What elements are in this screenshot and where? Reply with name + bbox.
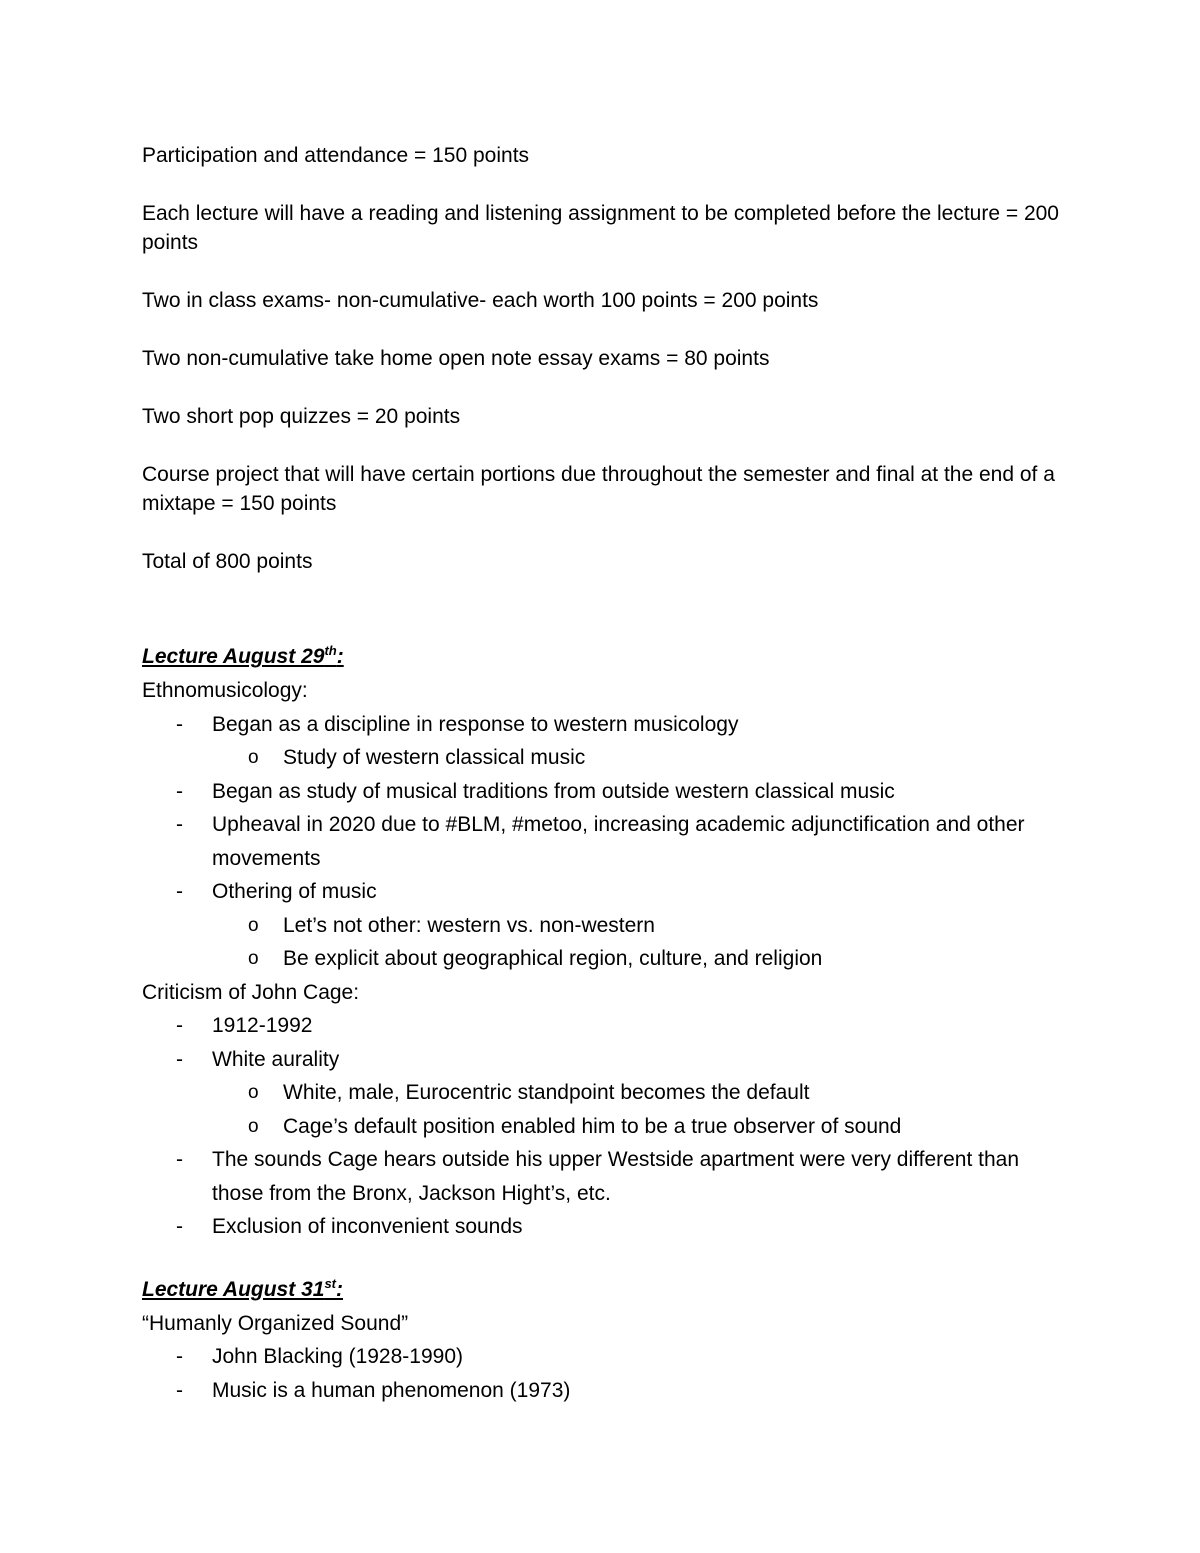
lecture-heading-colon: : [336, 645, 344, 668]
grading-item-course-project: Course project that will have certain portions due throughout the semester and final at the end of a mixtape = 150 points [142, 463, 1055, 515]
dash-bullet-icon: - [176, 1345, 183, 1368]
lecture-heading-superscript: st [324, 1275, 336, 1291]
list-item [142, 1110, 1062, 1144]
list-item-text: Exclusion of inconvenient sounds [212, 1215, 523, 1238]
section-title-ethnomusicology: Ethnomusicology: [142, 679, 308, 702]
lecture-heading-aug-31 [142, 1273, 1062, 1307]
circle-bullet-icon: o [248, 948, 259, 969]
list-item [142, 1076, 1062, 1110]
circle-bullet-icon: o [248, 1115, 259, 1137]
list-item-text: 1912-1992 [212, 1014, 313, 1037]
list-item-text: Study of western classical music [283, 746, 586, 769]
list-item [142, 1009, 1062, 1043]
grading-total: Total of 800 points [142, 550, 313, 573]
list-item-text: Began as a discipline in response to western musicology [212, 712, 739, 736]
list-item [142, 942, 1062, 976]
list-item [142, 1043, 1062, 1077]
list-item-text: Began as study of musical traditions from outside western classical music [212, 779, 895, 803]
dash-bullet-icon: - [176, 1215, 183, 1238]
list-item-text: Upheaval in 2020 due to #BLM, #metoo, increasing academic adjunctification and other movements [212, 813, 1025, 870]
list-item-text: The sounds Cage hears outside his upper Westside apartment were very different than those from the Bronx, Jackson Hight’s, etc. [212, 1148, 1020, 1205]
dash-bullet-icon: - [176, 1378, 183, 1402]
section-title-humanly-organized-sound: “Humanly Organized Sound” [142, 1311, 409, 1335]
list-item-text: John Blacking (1928-1990) [212, 1345, 463, 1368]
lecture-heading-text: Lecture August 31 [142, 1277, 325, 1301]
circle-bullet-icon: o [248, 747, 259, 768]
list-item-text: Let’s not other: western vs. non-western [283, 913, 655, 937]
dash-bullet-icon: - [176, 1047, 183, 1071]
list-item-text: Cage’s default position enabled him to be a true observer of sound [283, 1114, 902, 1138]
lecture-heading-superscript: th [324, 643, 337, 658]
circle-bullet-icon: o [248, 1082, 259, 1103]
lecture-heading-text: Lecture August 29 [142, 645, 325, 668]
list-item [142, 1340, 1062, 1374]
list-item [142, 1143, 1062, 1210]
list-item [142, 808, 1062, 875]
section-title-criticism-john-cage: Criticism of John Cage: [142, 980, 360, 1004]
list-item [142, 741, 1062, 775]
grading-item-in-class-exams: Two in class exams- non-cumulative- each worth 100 points = 200 points [142, 289, 819, 312]
list-item [142, 1374, 1062, 1408]
grading-item-pop-quizzes: Two short pop quizzes = 20 points [142, 405, 461, 428]
list-item [142, 875, 1062, 909]
lecture-heading-colon: : [336, 1277, 343, 1301]
document-page [142, 141, 1062, 1407]
dash-bullet-icon: - [176, 813, 183, 836]
dash-bullet-icon: - [176, 1014, 183, 1037]
dash-bullet-icon: - [176, 779, 183, 803]
list-item-text: White, male, Eurocentric standpoint becomes the default [283, 1081, 810, 1104]
list-item [142, 775, 1062, 809]
list-item-text: Be explicit about geographical region, culture, and religion [283, 947, 823, 970]
grading-item-reading-listening: Each lecture will have a reading and listening assignment to be completed before the lecture = 200 points [142, 202, 1059, 254]
dash-bullet-icon: - [176, 1148, 183, 1171]
list-item-text: Othering of music [212, 880, 377, 903]
list-item-text: White aurality [212, 1047, 340, 1071]
dash-bullet-icon: - [176, 712, 183, 736]
circle-bullet-icon: o [248, 914, 259, 936]
list-item-text: Music is a human phenomenon (1973) [212, 1378, 571, 1402]
grading-item-participation: Participation and attendance = 150 points [142, 144, 530, 167]
dash-bullet-icon: - [176, 880, 183, 903]
lecture-heading-aug-29 [142, 640, 1062, 674]
list-item [142, 909, 1062, 943]
grading-item-take-home-exams: Two non-cumulative take home open note essay exams = 80 points [142, 347, 770, 370]
list-item [142, 1210, 1062, 1244]
list-item [142, 708, 1062, 742]
